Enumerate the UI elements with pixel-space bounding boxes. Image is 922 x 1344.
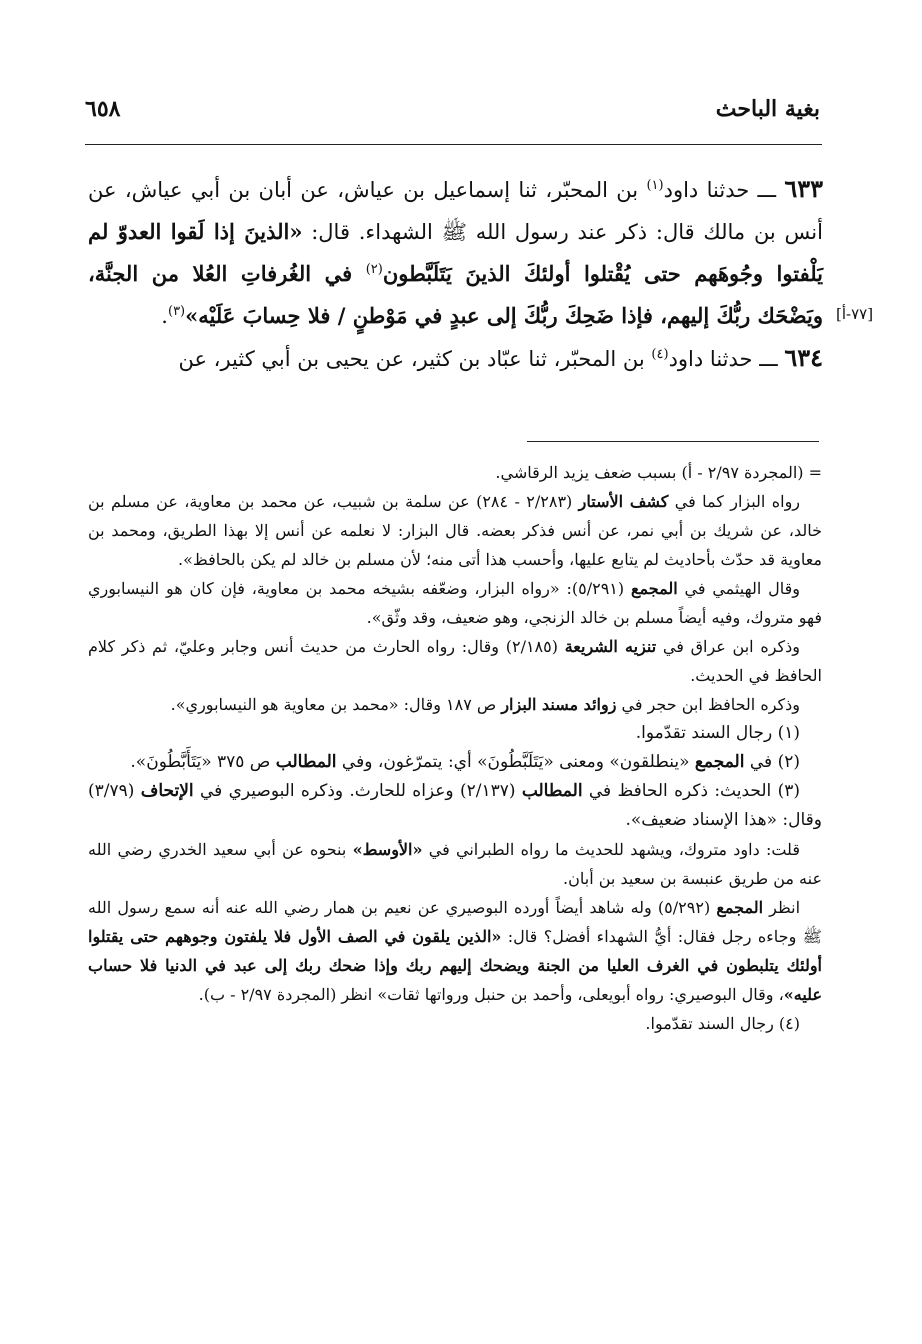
period: . <box>161 304 168 328</box>
isnad-text: حدثنا داود <box>668 347 753 371</box>
fn-text: قلت: داود متروك، ويشهد للحديث ما رواه الطبراني في <box>422 840 801 859</box>
fn-text: بنحوه عن أبي سعيد الخدري رضي الله عنه من طريق عنبسة بن سعيد بن أبان. <box>88 840 822 888</box>
footnote-ref: (٣) <box>167 304 186 319</box>
hadith-634 <box>88 337 823 380</box>
footnote-paragraph <box>88 487 822 574</box>
dash: ـــ <box>752 347 785 371</box>
manuscript-folio-note: [٧٧-أ] <box>836 305 874 323</box>
fn-book-title: المجمع <box>694 752 745 772</box>
footnote-paragraph <box>88 893 822 1009</box>
isnad-text: بن المحبّر، ثنا عبّاد بن كثير، عن يحيى بن أبي كثير، عن <box>178 347 652 371</box>
main-text <box>88 168 823 380</box>
hadith-number: ٦٣٤ <box>784 343 823 372</box>
fn-text: (٣) الحديث: ذكره الحافظ في <box>582 781 801 801</box>
footnote-2 <box>88 748 822 777</box>
fn-text: وقال الهيثمي في <box>677 579 801 598</box>
footnote-ref: (٢) <box>365 262 383 277</box>
fn-text: (٢/١٣٧) وعزاه للحارث. وذكره البوصيري في <box>193 781 522 801</box>
fn-text: رواه البزار كما في <box>668 492 801 511</box>
fn-book-title: زوائد مسند البزار <box>501 695 617 714</box>
fn-book-title: المجمع <box>630 579 678 598</box>
footnote-paragraph <box>88 574 822 632</box>
footnote-ref: (١) <box>646 178 664 193</box>
dash: ـــ <box>749 178 785 202</box>
footnote-separator <box>527 441 819 442</box>
fn-text: (٢/٢٨٣ - ٢٨٤) عن سلمة بن شبيب، عن محمد بن معاوية، عن مسلم بن خالد، عن شريك بن أبي نمر، عن أنس فذكر بعضه. قال البزار: لا نعلمه عن أنس إلا بهذا الطريق، ومحمد بن معاوية قد حدّث بأحاديث لم يتابع عليها، وأحسب هذا أتى منه؛ لأن مسلم بن خالد لم يكن بالحافظ». <box>88 492 822 569</box>
fn-book-title: كشف الأستار <box>578 492 669 511</box>
fn-text: انظر <box>763 898 801 917</box>
fn-text: ص ١٨٧ وقال: «محمد بن معاوية هو النيسابوري». <box>170 695 502 714</box>
fn-book-title: المطالب <box>275 752 337 772</box>
footnote-4: (٤) رجال السند تقدّموا. <box>645 1014 800 1033</box>
fn-text: (٣/٧٩) وقال: «هذا الإسناد ضعيف». <box>88 781 822 830</box>
header-rule <box>85 144 822 145</box>
fn-text: ص ٣٧٥ «يَتَأَبَّطُونَ». <box>130 752 276 772</box>
matn-text: في الغُرفاتِ العُلا من الجنَّة، ويَضْحَك ربُّكَ إليهم، فإذا ضَحِكَ ربُّكَ إلى عبدٍ في مَوْطنٍ / فلا حِسابَ عَلَيْه» <box>88 261 823 328</box>
footnote-3 <box>88 777 822 835</box>
footnotes <box>88 458 822 1038</box>
hadith-number: ٦٣٣ <box>784 174 823 203</box>
page-header <box>85 96 820 130</box>
fn-book-title: «الأوسط» <box>352 840 423 859</box>
fn-text: ، وقال البوصيري: رواه أبويعلى، وأحمد بن حنبل ورواتها ثقات» انظر (المجردة ٢/٩٧ - ب). <box>198 985 784 1004</box>
fn-text: (٢/١٨٥) وقال: رواه الحارث من حديث أنس وجابر وعليّ، ثم ذكر كلام الحافظ في الحديث. <box>88 637 822 685</box>
footnote-paragraph <box>88 690 822 719</box>
isnad-text: بن المحبّر، ثنا إسماعيل بن عياش، عن أبان بن أبي عياش، عن أنس بن مالك قال: ذكر عند رسول الله ﷺ الشهداء. قال: <box>88 178 823 244</box>
matn-text: «الذينَ إذا لَقوا العدوّ لم يَلْفتوا وجُوهَهم حتى يُقْتلوا أولئكَ الذينَ يَتَلَبَّطون <box>88 219 823 286</box>
fn-text: (٥/٢٩١): «رواه البزار، وضعّفه بشيخه محمد بن معاوية، فإن كان هو النيسابوري فهو متروك، وفيه أيضاً مسلم بن خالد الزنجي، وهو ضعيف، وقد وثّق». <box>88 579 822 627</box>
hadith-633 <box>88 168 823 337</box>
fn-text: (٢) في <box>744 752 800 772</box>
fn-book-title: المطالب <box>521 781 583 801</box>
footnote-1: (١) رجال السند تقدّموا. <box>635 723 800 743</box>
fn-text: وذكره الحافظ ابن حجر في <box>616 695 800 714</box>
fn-book-title: الإتحاف <box>140 781 194 801</box>
page-number: ٦٥٨ <box>85 96 121 122</box>
running-title: بغية الباحث <box>715 96 820 122</box>
footnote-continuation: = (المجردة ٢/٩٧ - أ) بسبب ضعف يزيد الرقاشي. <box>495 463 822 482</box>
fn-quoted-hadith: «الذين يلقون في الصف الأول فلا يلفتون وجوههم حتى يقتلوا أولئك يتلبطون في الغرف العليا من الجنة ويضحك إليهم ربك وإذا ضحك ربك إلى عبد في الدنيا فلا حساب عليه» <box>88 927 823 1004</box>
isnad-text: حدثنا داود <box>663 178 750 202</box>
footnote-paragraph <box>88 632 822 690</box>
fn-text: «ينطلقون» ومعنى «يَتَلَبَّطُونَ» أي: يتمرّغون، وفي <box>336 752 695 772</box>
fn-book-title: تنزيه الشريعة <box>564 637 657 656</box>
fn-text: (٥/٢٩٢) وله شاهد أيضاً أورده البوصيري عن نعيم بن همار رضي الله عنه أنه سمع رسول الله ﷺ وجاءه رجل فقال: أيُّ الشهداء أفضل؟ قال: <box>88 898 823 946</box>
fn-text: وذكره ابن عراق في <box>656 637 801 656</box>
footnote-paragraph <box>88 835 822 893</box>
footnote-ref: (٤) <box>651 347 669 362</box>
fn-book-title: المجمع <box>716 898 764 917</box>
